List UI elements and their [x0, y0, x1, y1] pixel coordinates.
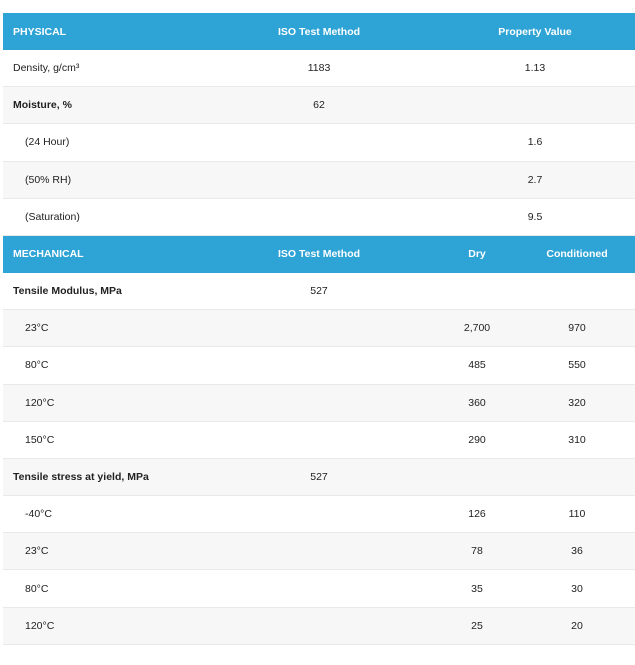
- dry-value: 25: [435, 607, 519, 644]
- property-label: Moisture, %: [3, 87, 203, 124]
- property-value: 1.13: [435, 50, 635, 87]
- dry-value: 35: [435, 570, 519, 607]
- property-label: Tensile stress at yield, MPa: [3, 458, 203, 495]
- table-row: [3, 310, 635, 347]
- property-label: -40°C: [3, 496, 203, 533]
- properties-table-body: [3, 13, 635, 644]
- property-label: (50% RH): [3, 161, 203, 198]
- dry-value: 290: [435, 421, 519, 458]
- table-row: [3, 273, 635, 310]
- table-row: [3, 607, 635, 644]
- iso-method: 62: [203, 87, 435, 124]
- physical-section-title: PHYSICAL: [3, 13, 203, 50]
- properties-table: [3, 13, 635, 645]
- physical-value-header: Property Value: [435, 13, 635, 50]
- conditioned-value: [519, 458, 635, 495]
- mechanical-header-row: [3, 235, 635, 273]
- dry-header: Dry: [435, 235, 519, 273]
- property-label: 120°C: [3, 384, 203, 421]
- conditioned-value: 550: [519, 347, 635, 384]
- table-row: [3, 347, 635, 384]
- table-row: [3, 496, 635, 533]
- property-value: 2.7: [435, 161, 635, 198]
- iso-method: 527: [203, 458, 435, 495]
- property-label: (24 Hour): [3, 124, 203, 161]
- property-label: 150°C: [3, 421, 203, 458]
- conditioned-header: Conditioned: [519, 235, 635, 273]
- table-row: [3, 198, 635, 235]
- mechanical-iso-header: ISO Test Method: [203, 235, 435, 273]
- dry-value: 78: [435, 533, 519, 570]
- iso-method: [203, 198, 435, 235]
- property-data-sheet: [3, 13, 635, 645]
- table-row: [3, 384, 635, 421]
- property-label: 23°C: [3, 533, 203, 570]
- dry-value: [435, 458, 519, 495]
- physical-header-row: [3, 13, 635, 50]
- mechanical-section-title: MECHANICAL: [3, 235, 203, 273]
- dry-value: 126: [435, 496, 519, 533]
- conditioned-value: 20: [519, 607, 635, 644]
- conditioned-value: 36: [519, 533, 635, 570]
- property-label: Density, g/cm³: [3, 50, 203, 87]
- conditioned-value: 310: [519, 421, 635, 458]
- property-label: 80°C: [3, 570, 203, 607]
- physical-iso-header: ISO Test Method: [203, 13, 435, 50]
- table-row: [3, 533, 635, 570]
- table-row: [3, 87, 635, 124]
- iso-method: [203, 384, 435, 421]
- iso-method: 1183: [203, 50, 435, 87]
- property-label: 80°C: [3, 347, 203, 384]
- property-label: 120°C: [3, 607, 203, 644]
- iso-method: 527: [203, 273, 435, 310]
- property-label: Tensile Modulus, MPa: [3, 273, 203, 310]
- table-row: [3, 161, 635, 198]
- conditioned-value: 970: [519, 310, 635, 347]
- iso-method: [203, 496, 435, 533]
- property-value: [435, 87, 635, 124]
- iso-method: [203, 570, 435, 607]
- iso-method: [203, 347, 435, 384]
- property-value: 9.5: [435, 198, 635, 235]
- iso-method: [203, 607, 435, 644]
- conditioned-value: 320: [519, 384, 635, 421]
- property-value: 1.6: [435, 124, 635, 161]
- table-row: [3, 50, 635, 87]
- property-label: 23°C: [3, 310, 203, 347]
- conditioned-value: [519, 273, 635, 310]
- conditioned-value: 30: [519, 570, 635, 607]
- dry-value: [435, 273, 519, 310]
- table-row: [3, 570, 635, 607]
- table-row: [3, 458, 635, 495]
- iso-method: [203, 124, 435, 161]
- dry-value: 2,700: [435, 310, 519, 347]
- table-row: [3, 124, 635, 161]
- iso-method: [203, 421, 435, 458]
- iso-method: [203, 533, 435, 570]
- property-label: (Saturation): [3, 198, 203, 235]
- dry-value: 485: [435, 347, 519, 384]
- iso-method: [203, 310, 435, 347]
- dry-value: 360: [435, 384, 519, 421]
- table-row: [3, 421, 635, 458]
- iso-method: [203, 161, 435, 198]
- conditioned-value: 110: [519, 496, 635, 533]
